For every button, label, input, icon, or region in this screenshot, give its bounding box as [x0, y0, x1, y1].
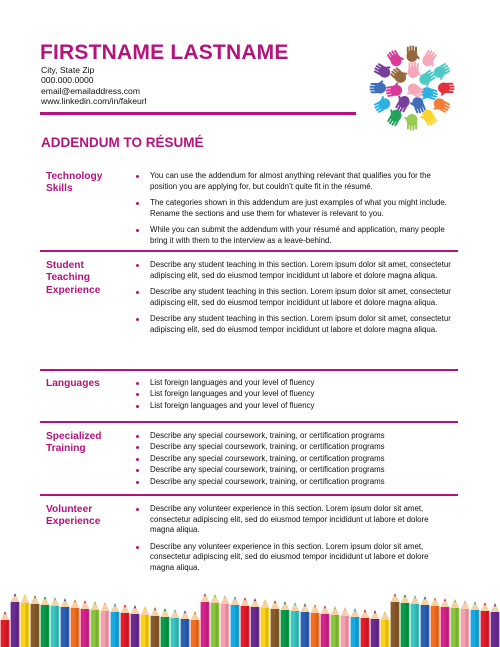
- contact-email: email@emailaddress.com: [41, 85, 140, 96]
- pencil-mark: [131, 605, 140, 647]
- contact-location: City, State Zip: [41, 65, 95, 75]
- pencil-mark: [71, 599, 80, 647]
- handprint-mark: [432, 62, 453, 82]
- pencil-mark: [341, 607, 350, 647]
- handprint-wreath-icon: [360, 36, 464, 140]
- pencil-mark: [301, 603, 310, 647]
- list-item: List foreign languages and your level of fluency: [135, 378, 453, 389]
- colored-pencils-icon: [0, 588, 500, 647]
- list-item: You can use the addendum for almost anything relevant that qualifies you for the position you are applying for, but couldn’t quite fit in the résumé.: [135, 171, 453, 192]
- list-item: Describe any volunteer experience in this section. Lorem ipsum dolor sit amet, consectetur adipiscing elit, sed do eiusmod tempor incididunt ut labore et dolore magna aliqua.: [135, 504, 453, 536]
- handprint-mark: [404, 114, 418, 131]
- pencil-mark: [111, 603, 120, 647]
- list-item: Describe any student teaching in this section. Lorem ipsum dolor sit amet, consectetur adipiscing elit, sed do eiusmod tempor incididunt ut labore et dolore magna aliqua.: [135, 287, 453, 308]
- pencil-mark: [271, 600, 280, 647]
- handprint-mark: [407, 61, 422, 78]
- list-item: Describe any special coursework, training, or certification programs: [135, 454, 453, 465]
- section-list: [135, 378, 453, 412]
- pencil-mark: [251, 598, 260, 647]
- list-item: Describe any special coursework, training, or certification programs: [135, 442, 453, 453]
- pencil-mark: [311, 604, 320, 647]
- pencil-mark: [51, 597, 60, 647]
- list-item: The categories shown in this addendum are just examples of what you might include. Rename the sections and use them for whatever is relevant to you.: [135, 198, 453, 219]
- contact-phone: 000.000.0000: [41, 75, 94, 86]
- section-title: Languages: [46, 378, 100, 389]
- section-list: [135, 504, 453, 579]
- pencil-mark: [21, 594, 30, 647]
- list-item: List foreign languages and your level of fluency: [135, 401, 453, 412]
- pencil-mark: [121, 604, 130, 647]
- pencil-mark: [161, 608, 170, 647]
- pencil-mark: [461, 600, 470, 647]
- pencil-mark: [291, 602, 300, 647]
- pencil-mark: [181, 610, 190, 647]
- applicant-name: FIRSTNAME LASTNAME: [40, 41, 289, 64]
- list-item: Describe any special coursework, training, or certification programs: [135, 477, 453, 488]
- pencil-mark: [421, 596, 430, 647]
- handprint-mark: [389, 64, 410, 85]
- pencil-mark: [91, 601, 100, 647]
- document-title: ADDENDUM TO RÉSUMÉ: [41, 135, 204, 150]
- header-divider: [40, 112, 356, 115]
- pencil-mark: [391, 593, 400, 647]
- pencil-mark: [31, 595, 40, 647]
- pencil-mark: [221, 595, 230, 647]
- section-volunteer-experience: [40, 504, 458, 574]
- pencil-mark: [321, 605, 330, 647]
- pencil-mark: [141, 606, 150, 647]
- section-technology-skills: [40, 171, 458, 245]
- handprint-mark: [407, 46, 421, 63]
- section-student-teaching: [40, 260, 458, 360]
- pencil-mark: [201, 593, 210, 647]
- pencil-mark: [331, 606, 340, 647]
- list-item: Describe any student teaching in this section. Lorem ipsum dolor sit amet, consectetur adipiscing elit, sed do eiusmod tempor incididunt ut labore et dolore magna aliqua.: [135, 260, 453, 281]
- pencil-mark: [411, 595, 420, 647]
- section-divider: [40, 369, 458, 371]
- handprint-mark: [372, 60, 393, 80]
- handprint-mark: [420, 48, 440, 69]
- section-list: [135, 171, 453, 252]
- list-item: List foreign languages and your level of fluency: [135, 389, 453, 400]
- pencil-mark: [231, 596, 240, 647]
- pencil-mark: [281, 601, 290, 647]
- pencil-mark: [1, 611, 10, 647]
- pencil-mark: [151, 607, 160, 647]
- pencil-mark: [11, 593, 20, 647]
- handprint-mark: [385, 81, 403, 97]
- section-languages: [40, 378, 458, 414]
- list-item: Describe any special coursework, training, or certification programs: [135, 465, 453, 476]
- pencil-mark: [261, 599, 270, 647]
- handprint-mark: [370, 80, 387, 94]
- pencil-mark: [41, 596, 50, 647]
- handprint-mark: [371, 94, 392, 114]
- handprint-mark: [418, 108, 438, 129]
- section-list: [135, 431, 453, 488]
- pencil-mark: [211, 594, 220, 647]
- section-list: [135, 260, 453, 341]
- pencil-mark: [471, 601, 480, 647]
- section-title: Technology Skills: [46, 171, 103, 195]
- list-item: While you can submit the addendum with your résumé and application, many people bring it with them to the interview as a leave-behind.: [135, 225, 453, 246]
- pencil-mark: [401, 594, 410, 647]
- contact-block: [41, 65, 147, 107]
- pencil-mark: [351, 608, 360, 647]
- section-title: Volunteer Experience: [46, 504, 101, 528]
- section-divider: [40, 421, 458, 423]
- pencil-mark: [361, 609, 370, 647]
- list-item: Describe any student teaching in this section. Lorem ipsum dolor sit amet, consectetur adipiscing elit, sed do eiusmod tempor incididunt ut labore et dolore magna aliqua.: [135, 314, 453, 335]
- pencil-mark: [81, 600, 90, 647]
- pencil-mark: [101, 602, 110, 647]
- section-divider: [40, 250, 458, 252]
- pencil-mark: [431, 597, 440, 647]
- section-specialized-training: [40, 431, 458, 489]
- pencil-mark: [451, 599, 460, 647]
- pencil-mark: [491, 603, 500, 647]
- list-item: Describe any volunteer experience in this section. Lorem ipsum dolor sit amet, consectetur adipiscing elit, sed do eiusmod tempor incididunt ut labore et dolore magna aliqua.: [135, 542, 453, 574]
- pencil-mark: [441, 598, 450, 647]
- pencil-mark: [371, 610, 380, 647]
- pencil-mark: [481, 602, 490, 647]
- pencil-mark: [191, 611, 200, 647]
- handprint-mark: [438, 83, 455, 97]
- section-title: Student Teaching Experience: [46, 260, 101, 296]
- list-item: Describe any special coursework, training, or certification programs: [135, 431, 453, 442]
- pencil-mark: [171, 609, 180, 647]
- section-title: Specialized Training: [46, 431, 102, 455]
- contact-linkedin: www.linkedin.com/in/fakeurl: [41, 96, 147, 107]
- pencil-mark: [61, 598, 70, 647]
- section-divider: [40, 494, 458, 496]
- pencil-mark: [241, 597, 250, 647]
- pencil-mark: [381, 611, 390, 647]
- handprint-mark: [386, 47, 406, 68]
